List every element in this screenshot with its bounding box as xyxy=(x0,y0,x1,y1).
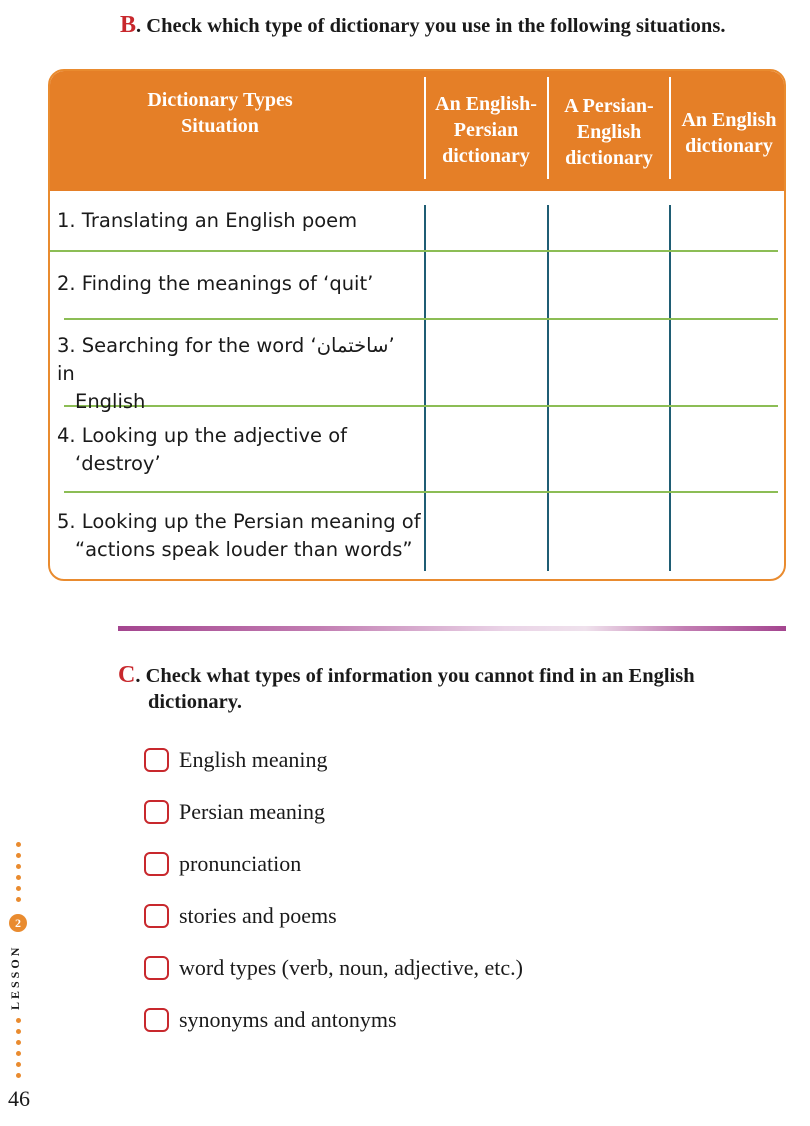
dot-decoration xyxy=(16,1062,21,1067)
option-label: synonyms and antonyms xyxy=(179,1007,397,1032)
checkbox[interactable] xyxy=(144,748,169,772)
dot-decoration xyxy=(16,1029,21,1034)
column-header-persian-english xyxy=(550,93,668,171)
column-header-english xyxy=(672,107,786,159)
row-text: 5. Looking up the Persian meaning of xyxy=(57,510,421,533)
row-text: 4. Looking up the adjective of xyxy=(57,424,348,447)
column-header-english-persian xyxy=(424,91,548,169)
table-row xyxy=(57,207,417,235)
table-row xyxy=(57,422,417,478)
row-separator xyxy=(64,318,778,320)
checkbox[interactable] xyxy=(144,852,169,876)
column-header-line: A Persian- xyxy=(564,95,654,117)
dictionary-type-table xyxy=(48,69,786,581)
checkbox[interactable] xyxy=(144,1008,169,1032)
column-line xyxy=(669,205,671,571)
table-header xyxy=(50,71,784,191)
table-row xyxy=(57,270,417,298)
section-divider xyxy=(118,626,786,631)
section-b-heading xyxy=(120,12,725,39)
column-header-line: dictionary xyxy=(442,145,530,167)
column-header-line: dictionary xyxy=(565,147,653,169)
checkbox[interactable] xyxy=(144,800,169,824)
dot-decoration xyxy=(16,1018,21,1023)
section-c-instruction-line2: dictionary. xyxy=(148,691,242,713)
option-label: Persian meaning xyxy=(179,799,326,824)
dot-decoration xyxy=(16,1073,21,1078)
option-label: word types (verb, noun, adjective, etc.) xyxy=(179,955,523,980)
checkbox[interactable] xyxy=(144,956,169,980)
row-text-continued: ‘destroy’ xyxy=(75,452,161,475)
lesson-number-badge: 2 xyxy=(9,914,27,932)
row-text: 1. Translating an English poem xyxy=(57,209,358,232)
header-dictionary-types xyxy=(90,87,350,139)
lesson-side-marker xyxy=(6,838,30,1088)
dot-decoration xyxy=(16,875,21,880)
section-c-heading xyxy=(118,662,778,715)
section-b-instruction: . Check which type of dictionary you use in the following situations. xyxy=(136,15,726,37)
column-header-line: Persian xyxy=(453,119,519,141)
dot-decoration xyxy=(16,853,21,858)
row-text-continued: English xyxy=(75,390,146,413)
option-label: English meaning xyxy=(179,747,328,772)
column-header-line: dictionary xyxy=(685,135,773,157)
row-text: 3. Searching for the word ‘ساختمان’ in xyxy=(57,334,395,385)
header-divider xyxy=(669,77,671,179)
section-c-instruction-line1: . Check what types of information you cannot find in an English xyxy=(135,665,695,687)
page-number: 46 xyxy=(8,1086,30,1111)
table-row xyxy=(57,508,427,564)
dot-decoration xyxy=(16,897,21,902)
row-text: 2. Finding the meanings of ‘quit’ xyxy=(57,272,374,295)
dot-decoration xyxy=(16,1051,21,1056)
column-header-line: An English xyxy=(681,109,777,131)
row-separator xyxy=(64,491,778,493)
lesson-label: LESSON xyxy=(8,944,22,1010)
dot-decoration xyxy=(16,842,21,847)
row-text-continued: “actions speak louder than words” xyxy=(75,538,413,561)
row-separator xyxy=(50,250,778,252)
dot-decoration xyxy=(16,864,21,869)
column-line xyxy=(547,205,549,571)
column-header-line: English xyxy=(576,121,642,143)
header-main-line1: Dictionary Types xyxy=(147,89,293,111)
checkbox[interactable] xyxy=(144,904,169,928)
dot-decoration xyxy=(16,1040,21,1045)
section-c-letter: C xyxy=(118,662,136,688)
option-label: pronunciation xyxy=(179,851,302,876)
section-b-letter: B xyxy=(120,12,137,38)
option-label: stories and poems xyxy=(179,903,337,928)
dot-decoration xyxy=(16,886,21,891)
header-main-line2: Situation xyxy=(181,115,259,137)
column-header-line: An English- xyxy=(435,93,537,115)
table-row xyxy=(57,332,417,416)
